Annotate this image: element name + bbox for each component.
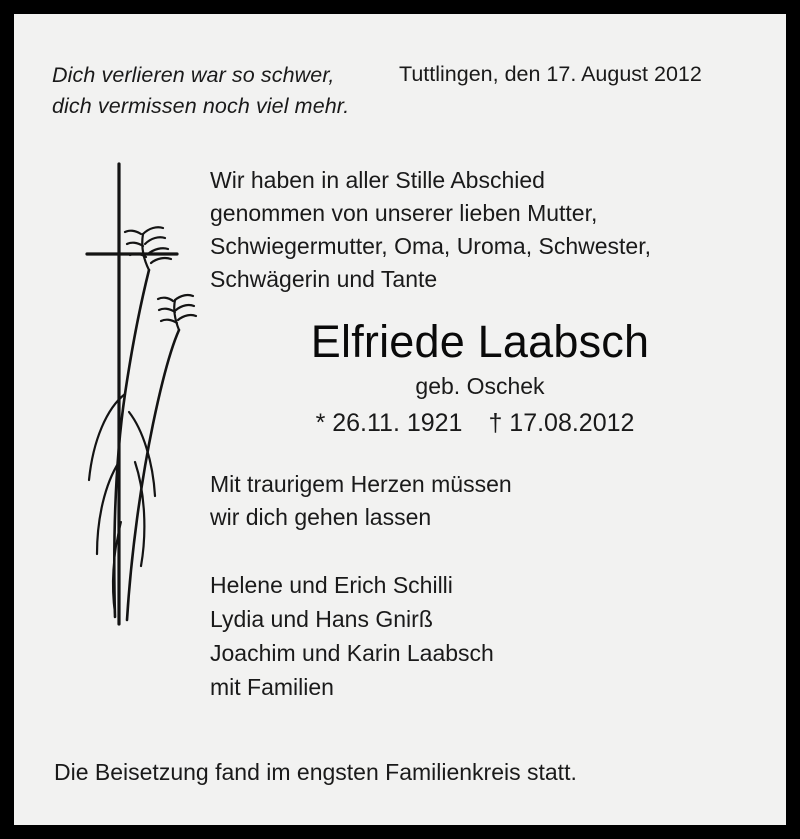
intro-line-1: Wir haben in aller Stille Abschied [210,167,545,193]
mourner-1: Helene und Erich Schilli [210,571,453,598]
verse-text [210,468,770,534]
motto-text [52,60,349,121]
mourner-3: Joachim und Karin Laabsch [210,640,494,667]
intro-line-4: Schwägerin und Tante [210,265,438,292]
verse-line-2: wir dich gehen lassen [210,503,432,530]
notice-body [210,164,770,704]
maiden-name: geb. Oschek [415,372,545,399]
verse-line-1: Mit traurigem Herzen müssen [210,470,512,497]
cross-with-wheat-icon [69,162,199,632]
birth-date: * 26.11. 1921 [315,408,463,437]
motto-line-1: Dich verlieren war so schwer, [52,63,335,87]
place-and-date: Tuttlingen, den 17. August 2012 [399,62,702,86]
life-dates [210,409,770,438]
death-date: † 17.08.2012 [488,408,635,437]
intro-line-3: Schwiegermutter, Oma, Uroma, Schwester, [210,232,651,259]
mourners-list [210,568,770,704]
mourner-2: Lydia und Hans Gnirß [210,606,433,632]
deceased-name: Elfriede Laabsch [310,315,650,367]
intro-text [210,164,770,296]
funeral-note: Die Beisetzung fand im engsten Familienkreis statt. [54,759,577,785]
mourner-4: mit Familien [210,674,334,701]
intro-line-2: genommen von unserer lieben Mutter, [210,199,598,226]
motto-line-2: dich vermissen noch viel mehr. [52,93,350,118]
obituary-notice [14,14,786,825]
